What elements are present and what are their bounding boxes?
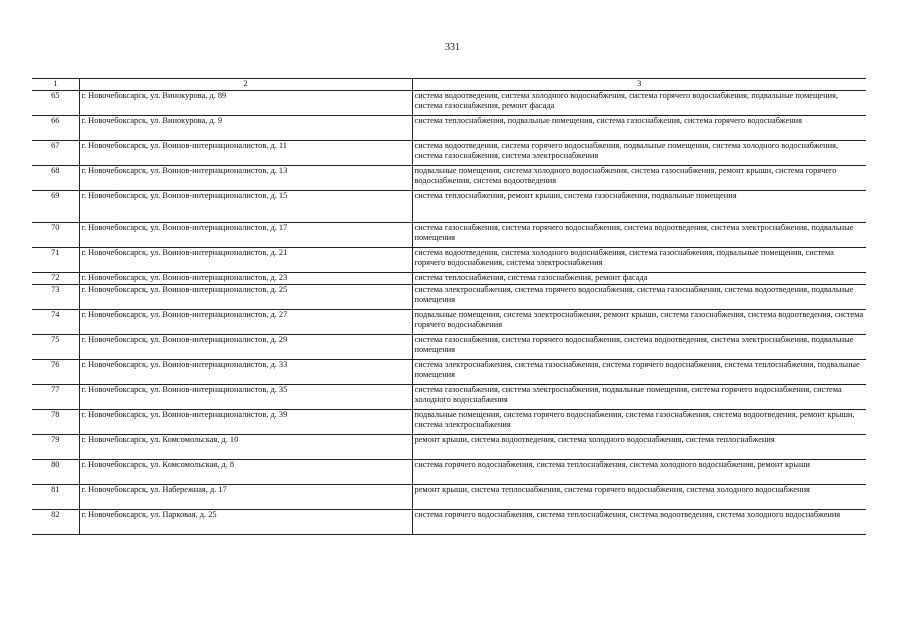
table-row (32, 335, 866, 360)
table-row (32, 223, 866, 248)
table-row (32, 360, 866, 385)
row-works: система водоотведения, система холодного водоснабжения, система горячего водоснабжения, подвальные помещения, система газоснабжения, ремонт фасада (412, 91, 866, 116)
row-works: система теплоснабжения, ремонт крыши, система газоснабжения, подвальные помещения (412, 191, 866, 223)
row-address: г. Новочебоксарск, ул. Комсомольская, д. 8 (79, 460, 412, 485)
row-address: г. Новочебоксарск, ул. Винокурова, д. 89 (79, 91, 412, 116)
table-row (32, 91, 866, 116)
table-row (32, 510, 866, 535)
row-number: 78 (32, 410, 79, 435)
table-row (32, 248, 866, 273)
row-number: 69 (32, 191, 79, 223)
table-row (32, 191, 866, 223)
row-works: подвальные помещения, система горячего водоснабжения, система газоснабжения, система водоотведения, ремонт крыши, система электроснабжения (412, 410, 866, 435)
row-number: 79 (32, 435, 79, 460)
row-number: 70 (32, 223, 79, 248)
row-address: г. Новочебоксарск, ул. Воинов-интернационалистов, д. 23 (79, 273, 412, 285)
row-address: г. Новочебоксарск, ул. Воинов-интернационалистов, д. 39 (79, 410, 412, 435)
row-number: 82 (32, 510, 79, 535)
table-row (32, 460, 866, 485)
column-header-number: 1 (32, 79, 79, 91)
row-works: система электроснабжения, система газоснабжения, система горячего водоснабжения, система теплоснабжения, подвальные помещения (412, 360, 866, 385)
registry-table (32, 78, 866, 535)
row-number: 67 (32, 141, 79, 166)
row-works: система электроснабжения, система горячего водоснабжения, система газоснабжения, система водоотведения, подвальные помещения (412, 285, 866, 310)
row-address: г. Новочебоксарск, ул. Воинов-интернационалистов, д. 27 (79, 310, 412, 335)
row-address: г. Новочебоксарск, ул. Воинов-интернационалистов, д. 11 (79, 141, 412, 166)
row-works: система теплоснабжения, подвальные помещения, система газоснабжения, система горячего водоснабжения (412, 116, 866, 141)
row-address: г. Новочебоксарск, ул. Винокурова, д. 9 (79, 116, 412, 141)
row-number: 80 (32, 460, 79, 485)
row-works: система горячего водоснабжения, система теплоснабжения, система водоотведения, система холодного водоснабжения (412, 510, 866, 535)
row-address: г. Новочебоксарск, ул. Набережная, д. 17 (79, 485, 412, 510)
row-works: ремонт крыши, система водоотведения, система холодного водоснабжения, система теплоснабжения (412, 435, 866, 460)
row-address: г. Новочебоксарск, ул. Воинов-интернационалистов, д. 29 (79, 335, 412, 360)
row-works: система водоотведения, система холодного водоснабжения, система газоснабжения, подвальные помещения, система горячего водоснабжения, система электроснабжения (412, 248, 866, 273)
table-row (32, 166, 866, 191)
row-address: г. Новочебоксарск, ул. Комсомольская, д. 10 (79, 435, 412, 460)
row-number: 65 (32, 91, 79, 116)
row-number: 81 (32, 485, 79, 510)
table-row (32, 116, 866, 141)
row-address: г. Новочебоксарск, ул. Воинов-интернационалистов, д. 13 (79, 166, 412, 191)
table-row (32, 141, 866, 166)
column-header-works: 3 (412, 79, 866, 91)
column-header-address: 2 (79, 79, 412, 91)
row-address: г. Новочебоксарск, ул. Парковая, д. 25 (79, 510, 412, 535)
table-row (32, 273, 866, 285)
row-address: г. Новочебоксарск, ул. Воинов-интернационалистов, д. 17 (79, 223, 412, 248)
table-row (32, 385, 866, 410)
row-works: подвальные помещения, система электроснабжения, ремонт крыши, система газоснабжения, система водоотведения, система горячего водоснабжения (412, 310, 866, 335)
page-number: 331 (445, 42, 460, 53)
row-number: 75 (32, 335, 79, 360)
row-works: система газоснабжения, система горячего водоснабжения, система водоотведения, система электроснабжения, подвальные помещения (412, 223, 866, 248)
table-header-row (32, 79, 866, 91)
row-works: подвальные помещения, система холодного водоснабжения, система газоснабжения, ремонт крыши, система горячего водоснабжения, система водоотведения (412, 166, 866, 191)
table-row (32, 410, 866, 435)
row-number: 76 (32, 360, 79, 385)
table-row (32, 285, 866, 310)
row-number: 74 (32, 310, 79, 335)
row-address: г. Новочебоксарск, ул. Воинов-интернационалистов, д. 33 (79, 360, 412, 385)
row-works: система газоснабжения, система электроснабжения, подвальные помещения, система горячего водоснабжения, система холодного водоснабжения (412, 385, 866, 410)
table-row (32, 310, 866, 335)
row-number: 73 (32, 285, 79, 310)
row-address: г. Новочебоксарск, ул. Воинов-интернационалистов, д. 35 (79, 385, 412, 410)
table-row (32, 485, 866, 510)
row-number: 71 (32, 248, 79, 273)
row-address: г. Новочебоксарск, ул. Воинов-интернационалистов, д. 21 (79, 248, 412, 273)
row-works: система водоотведения, система горячего водоснабжения, подвальные помещения, система холодного водоснабжения, система газоснабжения, система электроснабжения (412, 141, 866, 166)
row-address: г. Новочебоксарск, ул. Воинов-интернационалистов, д. 25 (79, 285, 412, 310)
row-number: 66 (32, 116, 79, 141)
row-works: система теплоснабжения, система газоснабжения, ремонт фасада (412, 273, 866, 285)
row-number: 77 (32, 385, 79, 410)
row-works: ремонт крыши, система теплоснабжения, система горячего водоснабжения, система холодного водоснабжения (412, 485, 866, 510)
row-number: 72 (32, 273, 79, 285)
row-number: 68 (32, 166, 79, 191)
row-works: система горячего водоснабжения, система теплоснабжения, система холодного водоснабжения, ремонт крыши (412, 460, 866, 485)
row-address: г. Новочебоксарск, ул. Воинов-интернационалистов, д. 15 (79, 191, 412, 223)
row-works: система газоснабжения, система горячего водоснабжения, система водоотведения, система электроснабжения, подвальные помещения (412, 335, 866, 360)
table-row (32, 435, 866, 460)
